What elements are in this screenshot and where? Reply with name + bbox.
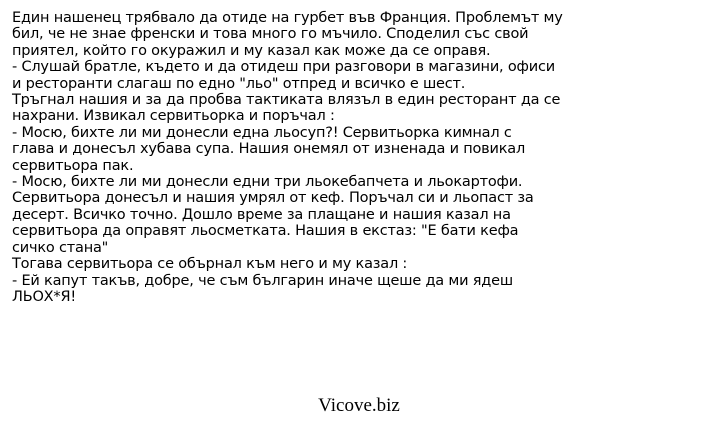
joke-text bbox=[12, 10, 712, 305]
joke-line: нахрани. Извикал сервитьорка и поръчал : bbox=[12, 108, 335, 125]
joke-line: - Слушай братле, където и да отидеш при разговори в магазини, офиси bbox=[12, 59, 555, 76]
joke-line: ЛЬОХ*Я! bbox=[12, 288, 76, 305]
joke-line: Един нашенец трябвало да отиде на гурбет във Франция. Проблемът му bbox=[12, 10, 563, 26]
joke-line: - Мосю, бихте ли ми донесли едни три льокебапчета и льокартофи. bbox=[12, 174, 523, 191]
joke-line: сервитьора да оправят льосметката. Нашия в екстаз: "Е бати кефа bbox=[12, 223, 519, 240]
joke-line: Тръгнал нашия и за да пробва тактиката влязъл в един ресторант да се bbox=[12, 92, 561, 109]
joke-line: - Мосю, бихте ли ми донесли една льосуп?! Сервитьорка кимнал с bbox=[12, 124, 512, 141]
joke-line: Тогава сервитьора се обърнал към него и му казал : bbox=[12, 256, 408, 273]
joke-line: глава и донесъл хубава супа. Нашия онемял от изненада и повикал bbox=[12, 141, 526, 158]
joke-line: и ресторанти слагаш по едно "льо" отпред и всичко е шест. bbox=[12, 75, 466, 92]
joke-line: бил, че не знае френски и това много го мъчило. Споделил със свой bbox=[12, 26, 529, 43]
joke-line: сичко стана" bbox=[12, 239, 109, 256]
joke-line: Сервитьора донесъл и нашия умрял от кеф. Поръчал си и льопаст за bbox=[12, 190, 534, 207]
joke-line: - Ей капут такъв, добре, че съм българин иначе щеше да ми ядеш bbox=[12, 272, 513, 289]
site-watermark: Vicove.biz bbox=[318, 395, 400, 416]
joke-line: сервитьора пак. bbox=[12, 157, 134, 174]
joke-line: десерт. Всичко точно. Дошло време за плащане и нашия казал на bbox=[12, 206, 511, 223]
joke-line: приятел, който го окуражил и му казал как може да се оправя. bbox=[12, 42, 491, 59]
